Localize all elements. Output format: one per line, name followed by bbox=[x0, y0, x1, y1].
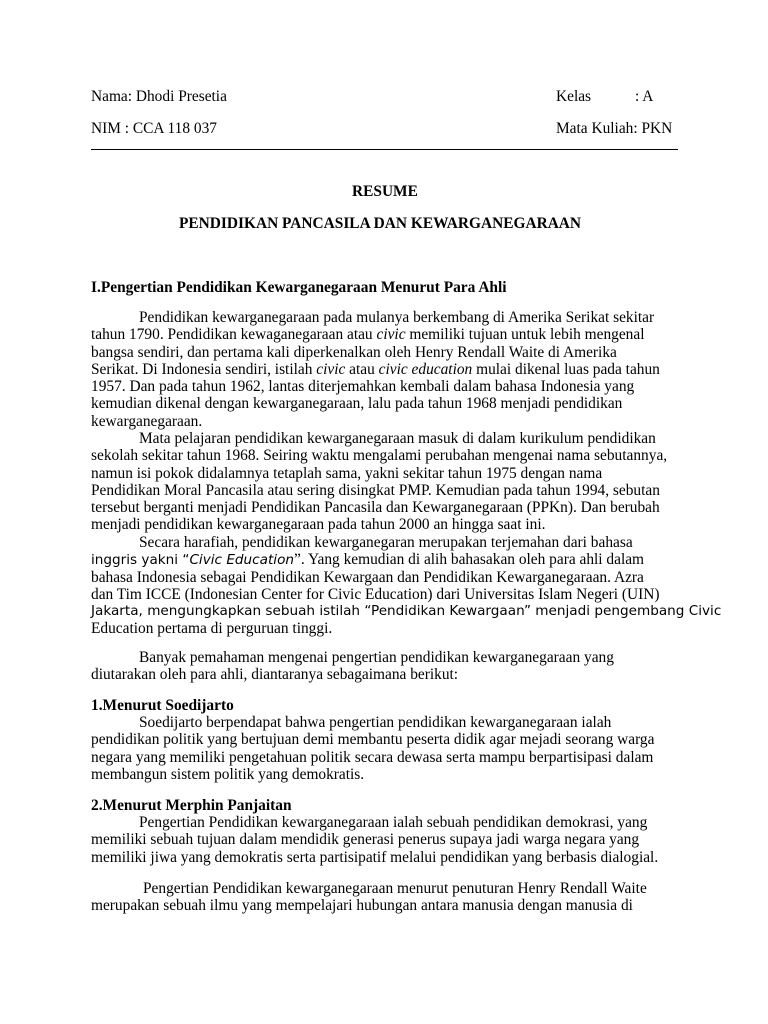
header-divider bbox=[91, 149, 678, 150]
paragraph-line: Pendidikan kewarganegaraan pada mulanya berkembang di Amerika Serikat sekitar bbox=[139, 309, 655, 326]
paragraph-line: Soedijarto berpendapat bahwa pengertian pendidikan kewarganegaraan ialah bbox=[139, 714, 612, 731]
section-heading: I.Pengertian Pendidikan Kewarganegaraan Menurut Para Ahli bbox=[91, 279, 507, 296]
paragraph-line: Pendidikan Moral Pancasila atau sering disingkat PMP. Kemudian pada tahun 1994, sebutan bbox=[91, 481, 660, 499]
class-label: Kelas bbox=[556, 88, 592, 105]
paragraph-line: kemudian dikenal dengan kewarganegaraan, lalu pada tahun 1968 menjadi pendidikan bbox=[91, 395, 623, 413]
paragraph-line: inggris yakni “Civic Education”. Yang kemudian di alih bahasakan oleh para ahli dalam bbox=[91, 551, 645, 569]
paragraph-line: tersebut berganti menjadi Pendidikan Pancasila dan Kewarganegaraan (PPKn). Dan berubah bbox=[91, 499, 660, 517]
paragraph-7 bbox=[91, 880, 681, 915]
paragraph-line: Banyak pemahaman mengenai pengertian pendidikan kewarganegaraan yang bbox=[139, 649, 614, 666]
paragraph-6 bbox=[91, 814, 681, 866]
paragraph-line: namun isi pokok didalamnya tetaplah sama, yakni sekitar tahun 1975 dengan nama bbox=[91, 464, 603, 482]
paragraph-line: 1957. Dan pada tahun 1962, lantas diterjemahkan kembali dalam bahasa Indonesia yang bbox=[91, 378, 635, 396]
paragraph-4 bbox=[91, 649, 681, 684]
paragraph-line: memiliki sebuah tujuan dalam mendidik generasi penerus supaya jadi warga negara yang bbox=[91, 831, 640, 849]
paragraph-line: pendidikan politik yang bertujuan demi membantu peserta didik agar mejadi seorang warga bbox=[91, 731, 655, 749]
paragraph-line: Secara harafiah, pendidikan kewarganegaran merupakan terjemahan dari bahasa bbox=[139, 534, 633, 551]
paragraph-line: Pengertian Pendidikan kewarganegaraan ialah sebuah pendidikan demokrasi, yang bbox=[139, 814, 648, 831]
student-name: Nama: Dhodi Presetia bbox=[91, 88, 227, 105]
paragraph-5 bbox=[91, 714, 681, 783]
paragraph-line: Mata pelajaran pendidikan kewarganegaraan masuk di dalam kurikulum pendidikan bbox=[139, 430, 656, 447]
paragraph-line: sekolah sekitar tahun 1968. Seiring waktu mengalami perubahan mengenai nama sebutannya, bbox=[91, 447, 668, 465]
paragraph-3 bbox=[91, 534, 722, 638]
paragraph-1 bbox=[91, 309, 681, 430]
course-label: Mata Kuliah: PKN bbox=[556, 120, 673, 137]
paragraph-line: menjadi pendidikan kewarganegaraan pada tahun 2000 an hingga saat ini. bbox=[91, 516, 546, 534]
paragraph-line: kewarganegaraan. bbox=[91, 412, 203, 430]
document-subtitle: PENDIDIKAN PANCASILA DAN KEWARGANEGARAAN bbox=[179, 215, 582, 232]
subheading-panjaitan: 2.Menurut Merphin Panjaitan bbox=[91, 797, 292, 814]
subheading-soedijarto: 1.Menurut Soedijarto bbox=[91, 697, 234, 714]
paragraph-line: Education pertama di perguruan tinggi. bbox=[91, 620, 333, 638]
paragraph-line: dan Tim ICCE (Indonesian Center for Civic Education) dari Universitas Islam Negeri (UIN) bbox=[91, 585, 660, 603]
paragraph-line: tahun 1790. Pendidikan kewaganegaraan atau civic memiliki tujuan untuk lebih mengenal bbox=[91, 326, 645, 344]
paragraph-line: Serikat. Di Indonesia sendiri, istilah civic atau civic education mulai dikenal luas pada tahun bbox=[91, 360, 660, 378]
paragraph-line: membangun sistem politik yang demokratis. bbox=[91, 765, 365, 783]
paragraph-line: bangsa sendiri, dan pertama kali diperkenalkan oleh Henry Rendall Waite di Amerika bbox=[91, 343, 617, 361]
paragraph-line: Pengertian Pendidikan kewarganegaraan menurut penuturan Henry Rendall Waite bbox=[143, 880, 647, 897]
paragraph-line: Jakarta, mengungkapkan sebuah istilah “Pendidikan Kewargaan” menjadi pengembang Civic bbox=[91, 603, 722, 620]
paragraph-2 bbox=[91, 430, 681, 534]
paragraph-line: merupakan sebuah ilmu yang mempelajari hubungan antara manusia dengan manusia di bbox=[91, 897, 633, 915]
paragraph-line: bahasa Indonesia sebagai Pendidikan Kewargaan dan Pendidikan Kewarganegaraan. Azra bbox=[91, 568, 644, 586]
student-nim: NIM : CCA 118 037 bbox=[91, 120, 217, 137]
class-value: : A bbox=[635, 88, 654, 105]
paragraph-line: negara yang memiliki pengetahuan politik secara dewasa serta mampu berpartisipasi dalam bbox=[91, 748, 654, 766]
paragraph-line: memiliki jiwa yang demokratis serta partisipatif melalui pendidikan yang berbasis dialogial. bbox=[91, 848, 659, 866]
paragraph-line: diutarakan oleh para ahli, diantaranya sebagaimana berikut: bbox=[91, 666, 459, 684]
document-title: RESUME bbox=[352, 183, 418, 200]
